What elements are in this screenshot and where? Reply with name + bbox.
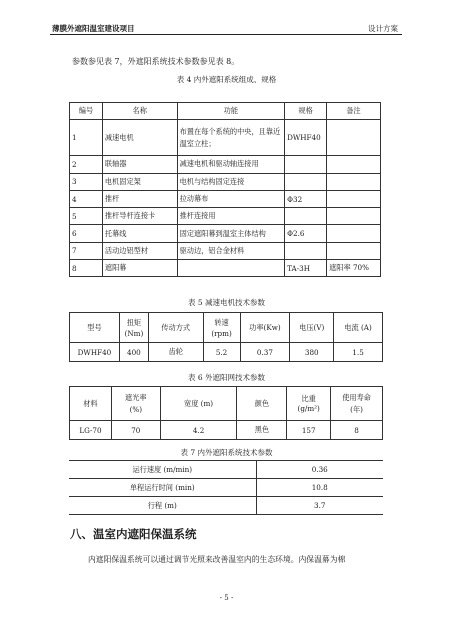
table-cell: 推杆 [102, 190, 177, 207]
table-cell [285, 156, 327, 173]
intro-paragraph: 参数参见表 7，外遮阳系统技术参数参见表 8。 [72, 57, 240, 66]
column-header: 型号 [70, 313, 120, 343]
table-row [69, 479, 383, 497]
table-row [69, 461, 383, 479]
table7 [69, 460, 383, 515]
table-cell: 推杆连接用 [177, 208, 285, 225]
table-cell: 4.2 [160, 421, 237, 440]
table-cell [327, 173, 381, 190]
table-cell: 3 [70, 173, 103, 190]
table-row [70, 225, 381, 242]
table-cell: 7 [70, 242, 103, 259]
column-header: 使用寿命 (年) [331, 387, 383, 421]
table-cell: 2 [70, 156, 103, 173]
table-cell: 减速电机 [102, 120, 177, 156]
table5-caption: 表 5 减速电机技术参数 [187, 298, 266, 307]
table5 [69, 312, 383, 362]
table-cell: Φ2.6 [285, 225, 327, 242]
table6 [69, 386, 383, 440]
table-cell: Φ32 [285, 190, 327, 207]
table4-caption: 表 4 内外遮阳系统组成、规格 [176, 75, 277, 84]
section-body: 内遮阳保温系统可以通过调节光照来改善温室内的生态环境。内保温幕为棉 [88, 555, 346, 564]
table-cell: 黑色 [237, 421, 287, 440]
column-header: 编号 [70, 103, 103, 120]
column-header: 规格 [285, 103, 327, 120]
table-cell: 推杆导杆连接卡 [102, 208, 177, 225]
table-cell: 运行速度 (m/min) [69, 461, 256, 479]
table-cell: 布置在每个系统的中央，且靠近温室立柱； [177, 120, 285, 156]
table-cell: 5 [70, 208, 103, 225]
table-cell: 电机固定架 [102, 173, 177, 190]
table-row [70, 190, 381, 207]
table-cell: 0.37 [240, 343, 290, 362]
table-row [70, 421, 383, 440]
table-cell: 5.2 [203, 343, 240, 362]
table-cell: 遮阳幕 [102, 260, 177, 277]
column-header: 遮光率 (%) [111, 387, 160, 421]
column-header: 电流 (A) [334, 313, 383, 343]
table-cell [327, 190, 381, 207]
column-header: 宽度 (m) [160, 387, 237, 421]
table-cell [327, 156, 381, 173]
table-cell: 6 [70, 225, 103, 242]
table-cell: 400 [119, 343, 148, 362]
column-header: 扭矩 (Nm) [119, 313, 148, 343]
table-cell [327, 208, 381, 225]
column-header: 传动方式 [148, 313, 203, 343]
table-row [70, 242, 381, 259]
column-header: 名称 [102, 103, 177, 120]
table-row [70, 173, 381, 190]
table-cell: 行程 (m) [69, 497, 256, 515]
table-cell: 10.8 [256, 479, 383, 497]
table-cell: DWHF40 [285, 120, 327, 156]
column-header: 颜色 [237, 387, 287, 421]
column-header: 功能 [177, 103, 285, 120]
table-header-row [70, 103, 381, 120]
table-cell: 驱动边，铝合金材料 [177, 242, 285, 259]
table-row [70, 343, 383, 362]
column-header: 功率(Kw) [240, 313, 290, 343]
table-row [70, 208, 381, 225]
table-cell [327, 225, 381, 242]
table-cell [327, 120, 381, 156]
table-row [70, 260, 381, 277]
table-cell [285, 173, 327, 190]
table-cell: 380 [290, 343, 334, 362]
table-cell [285, 242, 327, 259]
section-heading: 八、温室内遮阳保温系统 [70, 527, 197, 541]
table-row [69, 497, 383, 515]
table-cell: 减速电机和驱动轴连接用 [177, 156, 285, 173]
table-cell: 电机与结构固定连接 [177, 173, 285, 190]
table-cell: 遮阳率 70% [327, 260, 381, 277]
table-header-row [70, 387, 383, 421]
table-cell: 拉动幕布 [177, 190, 285, 207]
table-row [70, 156, 381, 173]
table-cell: 0.36 [256, 461, 383, 479]
table-cell: 70 [111, 421, 160, 440]
header-project-title: 薄膜外遮阳温室建设项目 [52, 24, 135, 33]
table-cell: 活动边铝型材 [102, 242, 177, 259]
column-header: 电压(V) [290, 313, 334, 343]
table-row [70, 120, 381, 156]
table-cell [177, 260, 285, 277]
page-number: - 5 - [219, 594, 234, 602]
table-cell: 157 [287, 421, 331, 440]
header-doc-type: 设计方案 [368, 24, 398, 33]
column-header: 备注 [327, 103, 381, 120]
table-cell: 4 [70, 190, 103, 207]
table-cell: LG-70 [70, 421, 112, 440]
table-cell: 固定遮阳幕到温室主体结构 [177, 225, 285, 242]
table-cell: 1 [70, 120, 103, 156]
table-header-row [70, 313, 383, 343]
table-cell: 8 [331, 421, 383, 440]
table6-caption: 表 6 外遮阳网技术参数 [187, 373, 266, 382]
table-cell: 托幕线 [102, 225, 177, 242]
table-cell: TA-3H [285, 260, 327, 277]
column-header: 转速 (rpm) [203, 313, 240, 343]
column-header: 比重 (g/m²) [287, 387, 331, 421]
column-header: 材料 [70, 387, 112, 421]
table4 [69, 102, 381, 277]
table-cell: 单程运行时间 (min) [69, 479, 256, 497]
table7-caption: 表 7 内外遮阳系统技术参数 [180, 448, 273, 457]
table-cell [327, 242, 381, 259]
table-cell: 1.5 [334, 343, 383, 362]
table-cell: DWHF40 [70, 343, 120, 362]
table-cell: 8 [70, 260, 103, 277]
table-cell: 齿轮 [148, 343, 203, 362]
table-cell: 联轴器 [102, 156, 177, 173]
table-cell [285, 208, 327, 225]
page-header [50, 20, 402, 35]
table-cell: 3.7 [256, 497, 383, 515]
